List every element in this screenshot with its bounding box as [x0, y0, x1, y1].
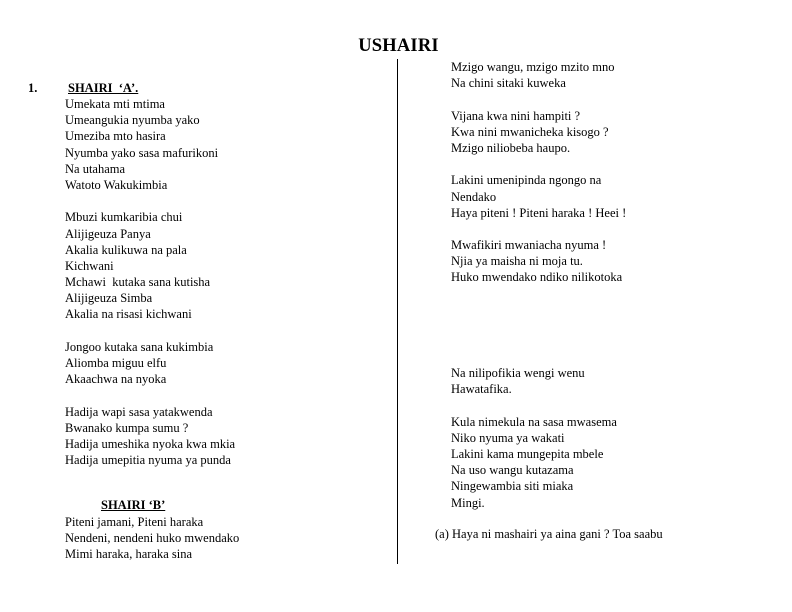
- poem-line: Lakini umenipinda ngongo na: [451, 173, 602, 188]
- poem-line: Nendako: [451, 189, 497, 204]
- poem-line: Na uso wangu kutazama: [451, 463, 574, 478]
- poem-line: Umeziba mto hasira: [65, 129, 166, 144]
- poem-line: Akalia na risasi kichwani: [65, 307, 192, 322]
- poem-line: Na utahama: [65, 161, 126, 176]
- poem-line: Hawatafika.: [451, 382, 512, 397]
- poem-line: Mchawi kutaka sana kutisha: [65, 275, 211, 290]
- poem-line: Jongoo kutaka sana kukimbia: [65, 339, 214, 354]
- poem-line: Mingi.: [451, 495, 485, 510]
- page-title: USHAIRI: [358, 36, 439, 56]
- column-divider: [397, 59, 398, 564]
- shairi-b-text-left: [65, 514, 239, 563]
- poem-line: Mzigo wangu, mzigo mzito mno: [451, 60, 615, 74]
- poem-line: Akalia kulikuwa na pala: [65, 242, 187, 257]
- stanza-gap: [65, 387, 235, 403]
- poem-line: Huko mwendako ndiko nilikotoka: [451, 270, 623, 285]
- stanza-gap: [451, 397, 617, 413]
- poem-line: Kichwani: [65, 258, 114, 273]
- poem-line: Na chini sitaki kuweka: [451, 76, 566, 91]
- poem-line: Umekata mti mtima: [65, 97, 165, 111]
- poem-line: Haya piteni ! Piteni haraka ! Heei !: [451, 205, 627, 220]
- poem-line: Umeangukia nyumba yako: [65, 113, 200, 128]
- shairi-b-text-right-bottom: [451, 365, 617, 511]
- stanza-gap: [451, 221, 626, 237]
- stanza-gap: [451, 91, 626, 107]
- poem-line: Bwanako kumpa sumu ?: [65, 420, 189, 435]
- poem-line: Mwafikiri mwaniacha nyuma !: [451, 238, 607, 253]
- poem-line: Mimi haraka, haraka sina: [65, 547, 193, 562]
- poem-line: Alijigeuza Panya: [65, 226, 151, 241]
- poem-line: Nyumba yako sasa mafurikoni: [65, 145, 219, 160]
- poem-line: Watoto Wakukimbia: [65, 177, 168, 192]
- poem-line: Nendeni, nendeni huko mwendako: [65, 531, 240, 546]
- poem-line: Njia ya maisha ni moja tu.: [451, 254, 583, 269]
- poem-line: Mzigo niliobeba haupo.: [451, 140, 571, 155]
- poem-line: Na nilipofikia wengi wenu: [451, 366, 585, 380]
- poem-line: Kwa nini mwanicheka kisogo ?: [451, 124, 609, 139]
- shairi-a-heading: SHAIRI ‘A’.: [68, 81, 139, 95]
- stanza-gap: [65, 193, 235, 209]
- stanza-gap: [65, 323, 235, 339]
- poem-line: Ningewambia siti miaka: [451, 479, 574, 494]
- poem-line: Lakini kama mungepita mbele: [451, 446, 604, 461]
- poem-line: Alijigeuza Simba: [65, 291, 153, 306]
- poem-line: Vijana kwa nini hampiti ?: [451, 108, 581, 123]
- poem-line: Piteni jamani, Piteni haraka: [65, 515, 204, 529]
- poem-line: Kula nimekula na sasa mwasema: [451, 414, 617, 429]
- shairi-b-heading: SHAIRI ‘B’: [101, 498, 166, 512]
- poem-line: Akaachwa na nyoka: [65, 372, 167, 387]
- poem-line: Hadija umeshika nyoka kwa mkia: [65, 436, 236, 451]
- poem-line: Aliomba miguu elfu: [65, 356, 167, 370]
- poem-line: Mbuzi kumkaribia chui: [65, 210, 183, 225]
- shairi-a-text: [65, 96, 235, 468]
- poem-line: Niko nyuma ya wakati: [451, 430, 565, 445]
- question-number: 1.: [28, 81, 38, 95]
- poem-line: Hadija umepitia nyuma ya punda: [65, 453, 231, 468]
- poem-line: Hadija wapi sasa yatakwenda: [65, 404, 213, 419]
- question-a: (a) Haya ni mashairi ya aina gani ? Toa saabu: [435, 527, 663, 541]
- shairi-b-text-right-top: [451, 59, 626, 286]
- stanza-gap: [451, 156, 626, 172]
